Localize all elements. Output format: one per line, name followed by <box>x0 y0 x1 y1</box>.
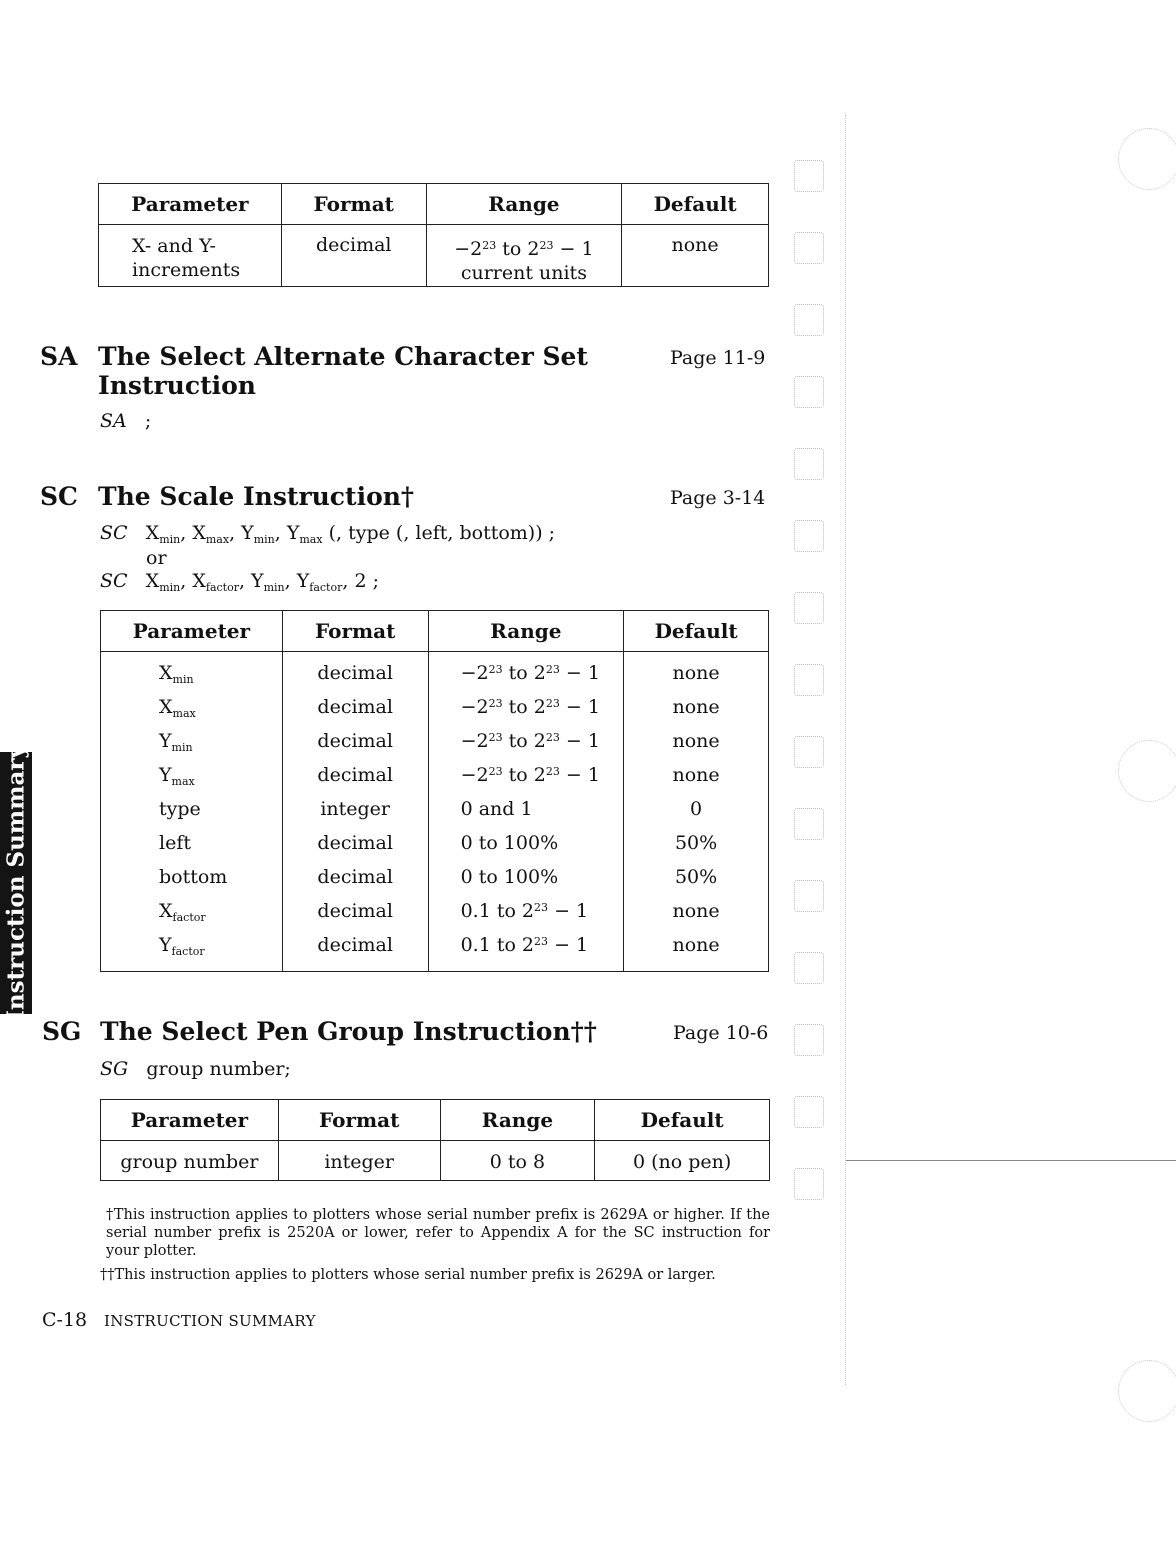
syntax-argument: group number; <box>146 1058 291 1080</box>
increments-parameter-table <box>98 183 769 287</box>
range-cell: $-2^{23}$ to $2^{23} - 1$ <box>428 728 624 762</box>
format-cell: decimal <box>282 728 428 762</box>
param-cell: bottom <box>101 864 283 898</box>
syntax-code: SA <box>100 410 127 432</box>
table-row <box>101 932 769 972</box>
binder-ring-icon <box>1118 740 1176 802</box>
default-cell: none <box>624 762 769 796</box>
table-row <box>101 694 769 728</box>
binder-hole-icon <box>794 376 824 408</box>
default-cell: 50% <box>624 864 769 898</box>
default-cell: 0 (no pen) <box>595 1141 770 1181</box>
sa-syntax <box>100 410 151 432</box>
binder-hole-icon <box>794 1168 824 1200</box>
binder-hole-icon <box>794 1024 824 1056</box>
binder-hole-icon <box>794 736 824 768</box>
header-format: Format <box>282 611 428 652</box>
default-cell: none <box>622 225 769 287</box>
table-row <box>99 225 769 287</box>
table-row <box>101 864 769 898</box>
range-cell: 0 to 8 <box>440 1141 595 1181</box>
param-cell: $Y_{min}$ <box>101 728 283 762</box>
range-cell: $-2^{23}$ to $2^{23} - 1$ <box>428 694 624 728</box>
param-cell: type <box>101 796 283 830</box>
param-cell: $X_{factor}$ <box>101 898 283 932</box>
binder-guide-line <box>845 115 846 1385</box>
format-cell: integer <box>282 796 428 830</box>
default-cell: none <box>624 898 769 932</box>
table-header-row <box>99 184 769 225</box>
binder-fold-line <box>846 1160 1176 1161</box>
format-cell: decimal <box>282 762 428 796</box>
param-line: increments <box>132 259 241 281</box>
header-parameter: Parameter <box>99 184 282 225</box>
syntax-code: SC <box>100 522 128 544</box>
range-cell: 0 and 1 <box>428 796 624 830</box>
sg-syntax <box>100 1058 291 1080</box>
format-cell: decimal <box>282 830 428 864</box>
param-cell: group number <box>101 1141 279 1181</box>
format-cell: integer <box>278 1141 440 1181</box>
table-row <box>101 652 769 694</box>
binder-hole-icon <box>794 232 824 264</box>
sc-code: SC <box>40 482 78 511</box>
sg-title: The Select Pen Group Instruction†† <box>100 1017 597 1046</box>
range-cell: 0.1 to $2^{23} - 1$ <box>428 932 624 972</box>
range-cell: 0 to 100% <box>428 864 624 898</box>
binder-hole-icon <box>794 448 824 480</box>
sg-page-ref: Page 10-6 <box>673 1022 769 1044</box>
table-row <box>101 796 769 830</box>
sg-code: SG <box>42 1017 82 1046</box>
header-range: Range <box>440 1100 595 1141</box>
footer-section-title: INSTRUCTION SUMMARY <box>104 1312 316 1330</box>
sc-title: The Scale Instruction† <box>98 482 415 511</box>
scale-parameter-table <box>100 610 769 972</box>
binder-hole-icon <box>794 1096 824 1128</box>
sa-title <box>98 342 588 400</box>
default-cell: none <box>624 694 769 728</box>
format-cell: decimal <box>282 932 428 972</box>
param-cell: $X_{max}$ <box>101 694 283 728</box>
footnote-dagger: †This instruction applies to plotters whose serial number prefix is 2629A or higher. If the serial number prefix is 2520A or lower, refer to Appendix A for the SC instruction for your plotter. <box>106 1207 770 1259</box>
sc-syntax-or: or <box>146 547 167 569</box>
binder-hole-icon <box>794 592 824 624</box>
page-number: C-18 <box>42 1309 88 1331</box>
range-cell: 0.1 to $2^{23} - 1$ <box>428 898 624 932</box>
table-row <box>101 898 769 932</box>
header-parameter: Parameter <box>101 1100 279 1141</box>
sc-page-ref: Page 3-14 <box>670 487 766 509</box>
binder-ring-icon <box>1118 128 1176 190</box>
binder-hole-icon <box>794 160 824 192</box>
table-header-row <box>101 611 769 652</box>
param-line: X- and Y- <box>132 235 216 257</box>
binder-hole-icon <box>794 808 824 840</box>
title-line: The Select Alternate Character Set <box>98 342 588 371</box>
header-format: Format <box>278 1100 440 1141</box>
range-expression: $-2^{23}$ to $2^{23} - 1$ <box>454 238 594 260</box>
range-units: current units <box>460 262 587 284</box>
default-cell: none <box>624 728 769 762</box>
syntax-terminator: ; <box>144 410 152 432</box>
range-cell: $-2^{23}$ to $2^{23} - 1$ <box>428 652 624 694</box>
table-row <box>101 1141 770 1181</box>
syntax-code: SC <box>100 570 128 592</box>
range-cell <box>426 225 622 287</box>
format-cell: decimal <box>282 898 428 932</box>
binder-hole-icon <box>794 664 824 696</box>
syntax-code: SG <box>100 1058 129 1080</box>
format-cell: decimal <box>282 864 428 898</box>
pen-group-parameter-table <box>100 1099 770 1181</box>
range-cell: $-2^{23}$ to $2^{23} - 1$ <box>428 762 624 796</box>
footnote-double-dagger: ††This instruction applies to plotters whose serial number prefix is 2629A or larger. <box>100 1267 716 1283</box>
param-cell: $Y_{max}$ <box>101 762 283 796</box>
param-cell: left <box>101 830 283 864</box>
binder-hole-icon <box>794 952 824 984</box>
side-tab-label: Instruction Summary <box>2 745 30 1021</box>
format-cell: decimal <box>282 652 428 694</box>
sa-code: SA <box>40 342 78 371</box>
header-default: Default <box>595 1100 770 1141</box>
table-row <box>101 728 769 762</box>
title-line: Instruction <box>98 371 256 400</box>
param-cell: $Y_{factor}$ <box>101 932 283 972</box>
header-range: Range <box>428 611 624 652</box>
format-cell: decimal <box>281 225 426 287</box>
header-default: Default <box>624 611 769 652</box>
header-parameter: Parameter <box>101 611 283 652</box>
default-cell: none <box>624 652 769 694</box>
sc-syntax-2: SC $X_{min}$, $X_{factor}$, $Y_{min}$, $Y_{factor}$, 2 ; <box>100 570 379 594</box>
binder-ring-icon <box>1118 1360 1176 1422</box>
table-header-row <box>101 1100 770 1141</box>
binder-hole-icon <box>794 304 824 336</box>
default-cell: 50% <box>624 830 769 864</box>
header-range: Range <box>426 184 622 225</box>
header-default: Default <box>622 184 769 225</box>
param-cell <box>99 225 282 287</box>
sc-syntax-1: SC $X_{min}$, $X_{max}$, $Y_{min}$, $Y_{max}$ (, type (, left, bottom)) ; <box>100 522 556 546</box>
default-cell: none <box>624 932 769 972</box>
format-cell: decimal <box>282 694 428 728</box>
side-thumb-tab <box>0 745 32 1021</box>
table-row <box>101 762 769 796</box>
param-cell: $X_{min}$ <box>101 652 283 694</box>
binder-hole-icon <box>794 520 824 552</box>
binder-hole-icon <box>794 880 824 912</box>
table-row <box>101 830 769 864</box>
default-cell: 0 <box>624 796 769 830</box>
range-cell: 0 to 100% <box>428 830 624 864</box>
sa-page-ref: Page 11-9 <box>670 347 766 369</box>
header-format: Format <box>281 184 426 225</box>
